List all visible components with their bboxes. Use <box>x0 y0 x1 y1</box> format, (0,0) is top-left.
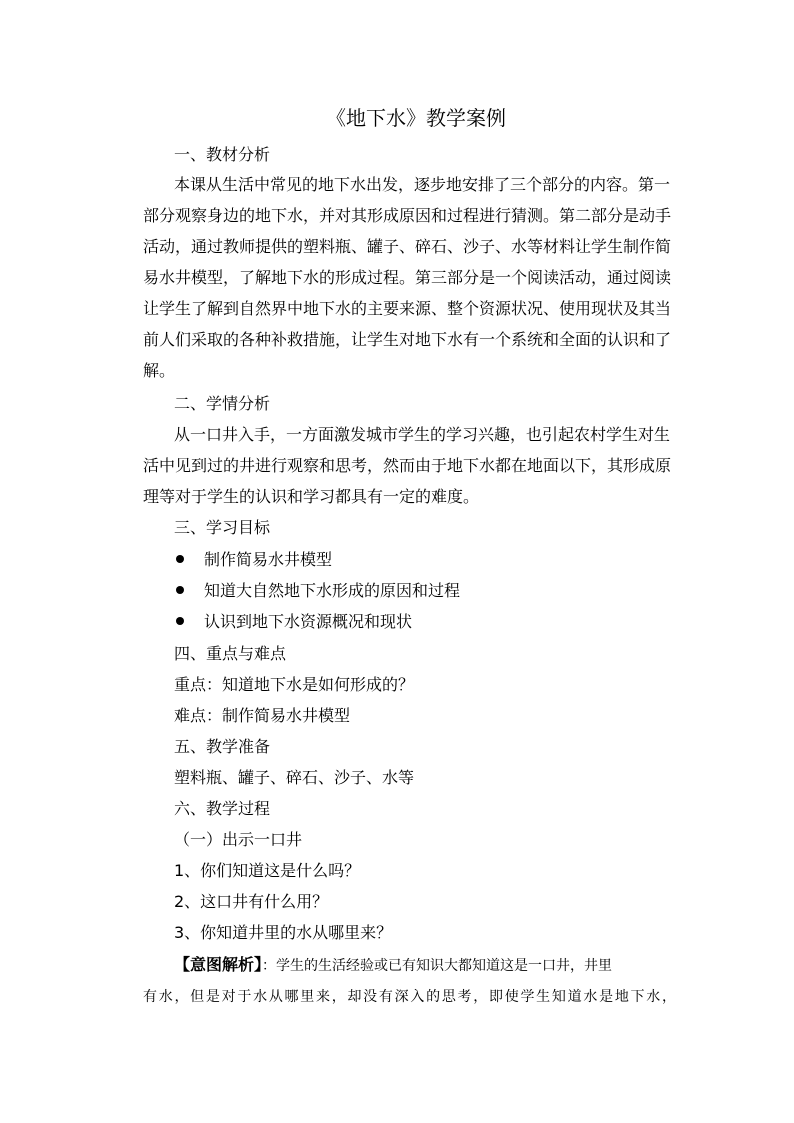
intent-analysis-line <box>174 955 612 976</box>
section-heading: 一、教材分析 <box>174 145 271 164</box>
list-item: 制作简易水井模型 <box>204 550 333 569</box>
paragraph-line: 活动，通过教师提供的塑料瓶、罐子、碎石、沙子、水等材料让学生制作简 <box>143 237 672 256</box>
paragraph-line: 难点：制作简易水井模型 <box>174 706 351 725</box>
paragraph-line: 部分观察身边的地下水，并对其形成原因和过程进行猜测。第二部分是动手 <box>143 206 672 225</box>
list-item: 知道大自然地下水形成的原因和过程 <box>204 581 461 600</box>
paragraph-line: 活中见到过的井进行观察和思考，然而由于地下水都在地面以下，其形成原 <box>143 456 672 475</box>
subheading: （一）出示一口井 <box>174 830 303 849</box>
paragraph-line: 理等对于学生的认识和学习都具有一定的难度。 <box>143 487 480 506</box>
page-title: 《地下水》教学案例 <box>326 106 506 130</box>
intent-analysis-text: ：学生的生活经验或已有知识大都知道这是一口井，井里 <box>262 958 613 974</box>
paragraph-line: 本课从生活中常见的地下水出发，逐步地安排了三个部分的内容。第一 <box>174 175 671 194</box>
paragraph-line: 解。 <box>143 361 176 380</box>
section-heading: 五、教学准备 <box>174 737 271 756</box>
paragraph-line: 从一口井入手，一方面激发城市学生的学习兴趣，也引起农村学生对生 <box>174 425 671 444</box>
intent-analysis-label: 【意图解析】 <box>174 955 263 974</box>
paragraph-line: 塑料瓶、罐子、碎石、沙子、水等 <box>174 768 415 787</box>
intent-analysis-line: 有水，但是对于水从哪里来，却没有深入的思考，即使学生知道水是地下水， <box>143 989 676 1005</box>
question-item: 1、你们知道这是什么吗？ <box>174 861 361 880</box>
bullet-icon <box>176 617 184 625</box>
paragraph-line: 让学生了解到自然界中地下水的主要来源、整个资源状况、使用现状及其当 <box>143 299 672 318</box>
section-heading: 二、学情分析 <box>174 394 271 413</box>
section-heading: 三、学习目标 <box>174 518 271 537</box>
paragraph-line: 前人们采取的各种补救措施，让学生对地下水有一个系统和全面的认识和了 <box>143 330 672 349</box>
paragraph-line: 重点：知道地下水是如何形成的？ <box>174 675 415 694</box>
bullet-icon <box>176 555 184 563</box>
paragraph-line: 易水井模型，了解地下水的形成过程。第三部分是一个阅读活动，通过阅读 <box>143 268 672 287</box>
question-item: 2、这口井有什么用？ <box>174 892 329 911</box>
section-heading: 四、重点与难点 <box>174 644 287 663</box>
list-item: 认识到地下水资源概况和现状 <box>204 612 413 631</box>
question-item: 3、你知道井里的水从哪里来？ <box>174 923 393 942</box>
bullet-icon <box>176 586 184 594</box>
section-heading: 六、教学过程 <box>174 799 271 818</box>
